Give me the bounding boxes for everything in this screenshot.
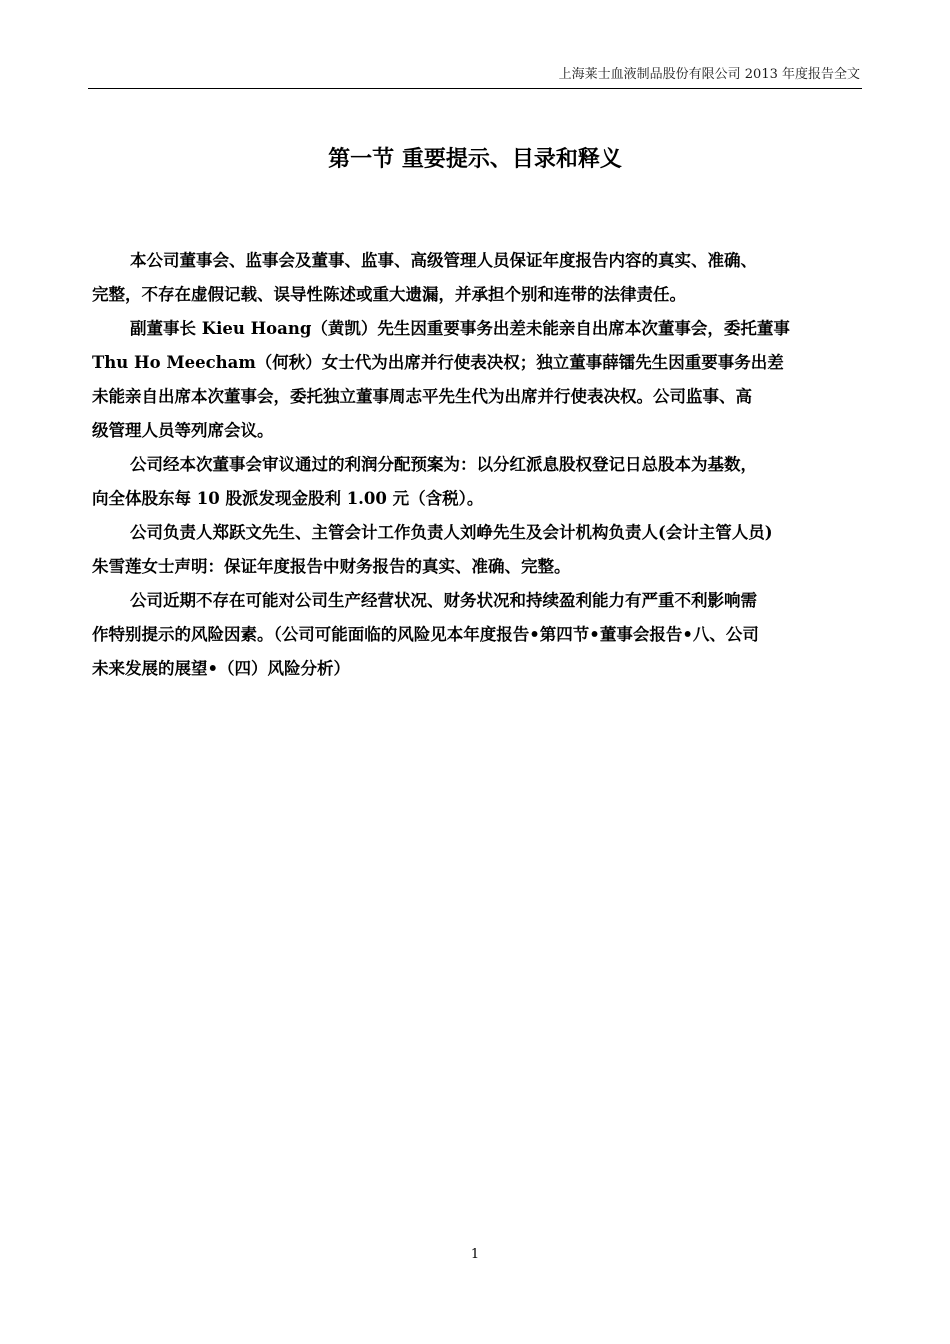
- text-line: 公司经本次董事会审议通过的利润分配预案为：以分红派息股权登记日总股本为基数，: [130, 455, 757, 474]
- paragraph-board-guarantee: [92, 244, 860, 312]
- text-line: 公司负责人郑跃文先生、主管会计工作负责人刘峥先生及会计机构负责人(会计主管人员): [130, 523, 773, 542]
- text-line: 未来发展的展望•（四）风险分析）: [92, 659, 351, 678]
- text-line: 副董事长 Kieu Hoang（黄凯）先生因重要事务出差未能亲自出席本次董事会，委托董事: [130, 319, 790, 338]
- text-line: 朱雪莲女士声明：保证年度报告中财务报告的真实、准确、完整。: [92, 557, 571, 576]
- paragraph-profit-distribution: [92, 448, 860, 516]
- text-line: 向全体股东每 10 股派发现金股利 1.00 元（含税）。: [92, 489, 484, 508]
- text-line: Thu Ho Meecham（何秋）女士代为出席并行使表决权；独立董事薛镭先生因重要事务出差: [92, 353, 784, 372]
- paragraph-financial-statement: [92, 516, 860, 584]
- paragraph-risk-factors: [92, 584, 860, 686]
- text-line: 完整，不存在虚假记载、误导性陈述或重大遗漏，并承担个别和连带的法律责任。: [92, 285, 686, 304]
- text-line: 公司近期不存在可能对公司生产经营状况、财务状况和持续盈利能力有严重不利影响需: [130, 591, 757, 610]
- header-title: 上海莱士血液制品股份有限公司 2013 年度报告全文: [558, 67, 860, 82]
- section-title: 第一节 重要提示、目录和释义: [328, 146, 622, 172]
- text-line: 作特别提示的风险因素。（公司可能面临的风险见本年度报告•第四节•董事会报告•八、公司: [92, 625, 759, 644]
- text-line: 本公司董事会、监事会及董事、监事、高级管理人员保证年度报告内容的真实、准确、: [130, 251, 757, 270]
- text-line: 级管理人员等列席会议。: [92, 421, 274, 440]
- paragraph-attendance: [92, 312, 860, 448]
- text-line: 未能亲自出席本次董事会，委托独立董事周志平先生代为出席并行使表决权。公司监事、高: [92, 387, 752, 406]
- page-header: [88, 64, 862, 89]
- page-number: 1: [470, 1247, 480, 1262]
- body-text: [92, 244, 860, 686]
